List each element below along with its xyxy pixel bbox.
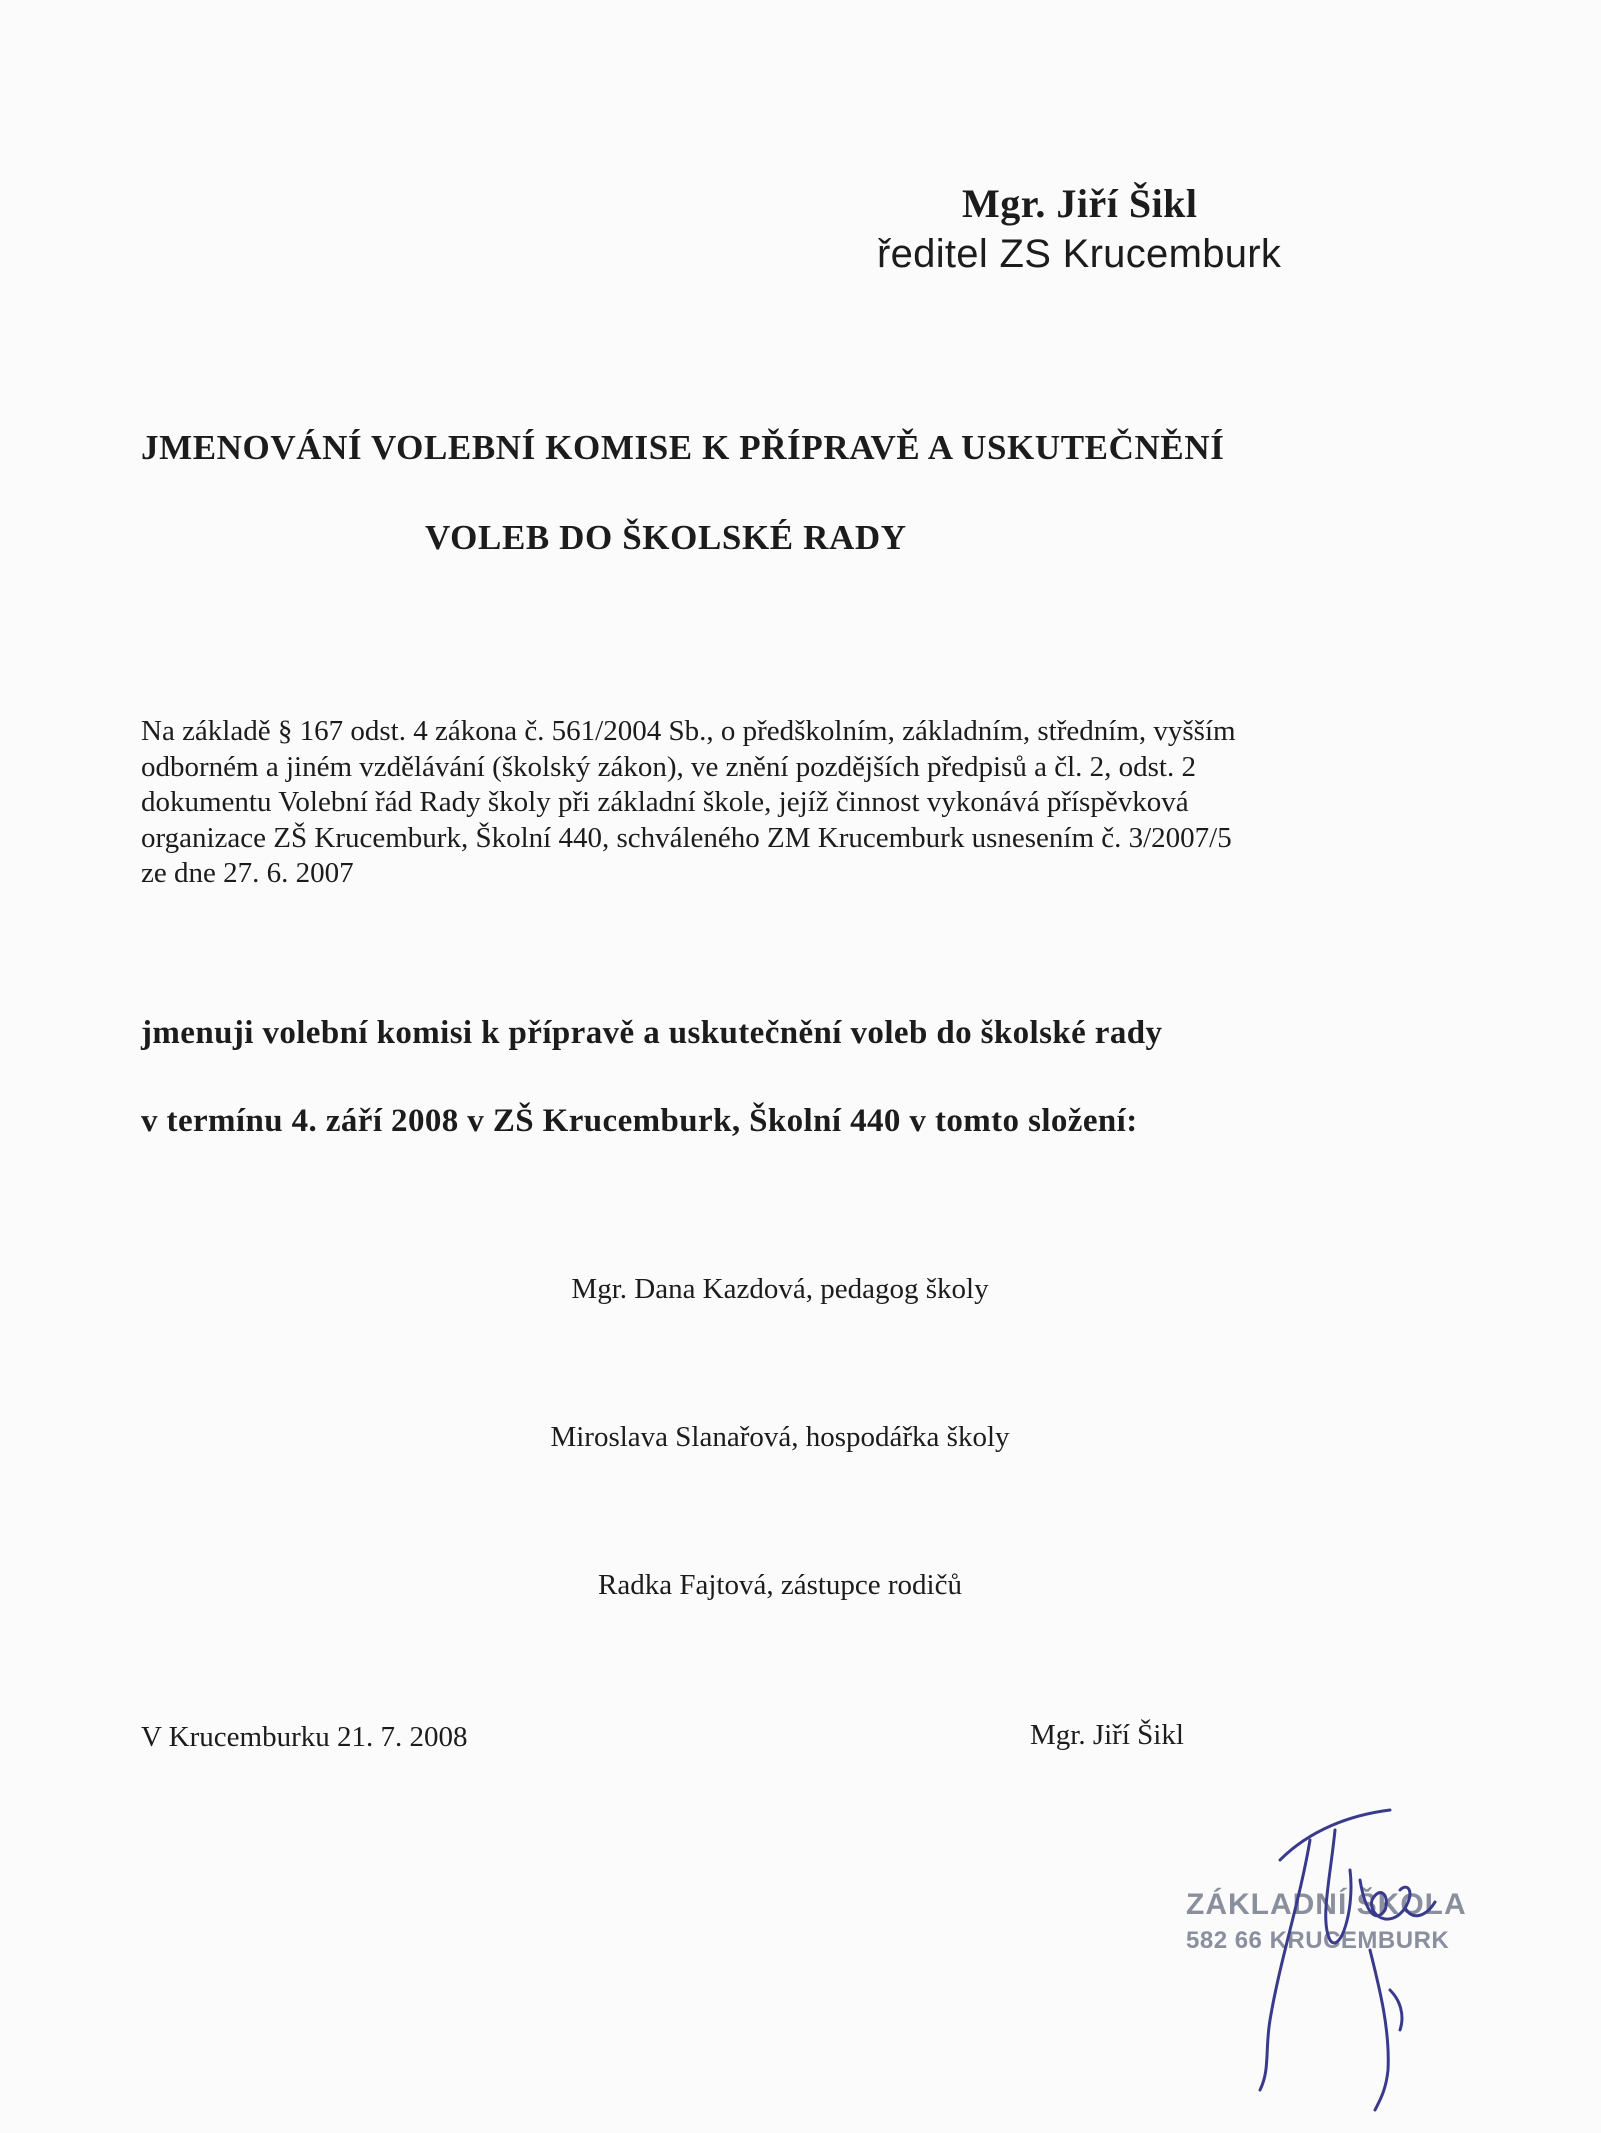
stamp-line-1: ZÁKLADNÍ ŠKOLA bbox=[1186, 1888, 1467, 1921]
stamp-line-2: 582 66 KRUCEMBURK bbox=[1186, 1927, 1450, 1954]
header-name: Mgr. Jiří Šikl bbox=[962, 181, 1198, 226]
decision-line-2: v termínu 4. září 2008 v ZŠ Krucemburk, Školní 440 v tomto složení: bbox=[141, 1103, 1138, 1139]
preamble-line: ze dne 27. 6. 2007 bbox=[141, 857, 354, 889]
document-title-line-1: JMENOVÁNÍ VOLEBNÍ KOMISE K PŘÍPRAVĚ A USKUTEČNĚNÍ bbox=[141, 428, 1225, 467]
committee-member: Mgr. Dana Kazdová, pedagog školy bbox=[571, 1273, 989, 1305]
document-title-line-2: VOLEB DO ŠKOLSKÉ RADY bbox=[425, 518, 907, 557]
preamble-line: Na základě § 167 odst. 4 zákona č. 561/2004 Sb., o předškolním, základním, středním, vyšším bbox=[141, 715, 1236, 747]
handwritten-signature bbox=[1240, 1790, 1500, 2130]
decision-line-1: jmenuji volební komisi k přípravě a uskutečnění voleb do školské rady bbox=[141, 1015, 1163, 1051]
preamble-paragraph bbox=[141, 714, 1381, 892]
signer-name: Mgr. Jiří Šikl bbox=[1030, 1719, 1184, 1751]
preamble-line: organizace ZŠ Krucemburk, Školní 440, schváleného ZM Krucemburk usnesením č. 3/2007/5 bbox=[141, 821, 1232, 854]
preamble-line: dokumentu Volební řád Rady školy při základní škole, jejíž činnost vykonává příspěvková bbox=[141, 786, 1189, 818]
preamble-line: odborném a jiném vzdělávání (školský zákon), ve znění pozdějších předpisů a čl. 2, odst. 2 bbox=[141, 750, 1196, 783]
header-role: ředitel ZS Krucemburk bbox=[877, 232, 1282, 276]
committee-member: Radka Fajtová, zástupce rodičů bbox=[598, 1569, 962, 1601]
place-and-date: V Krucemburku 21. 7. 2008 bbox=[141, 1721, 468, 1753]
committee-member: Miroslava Slanařová, hospodářka školy bbox=[550, 1421, 1010, 1453]
